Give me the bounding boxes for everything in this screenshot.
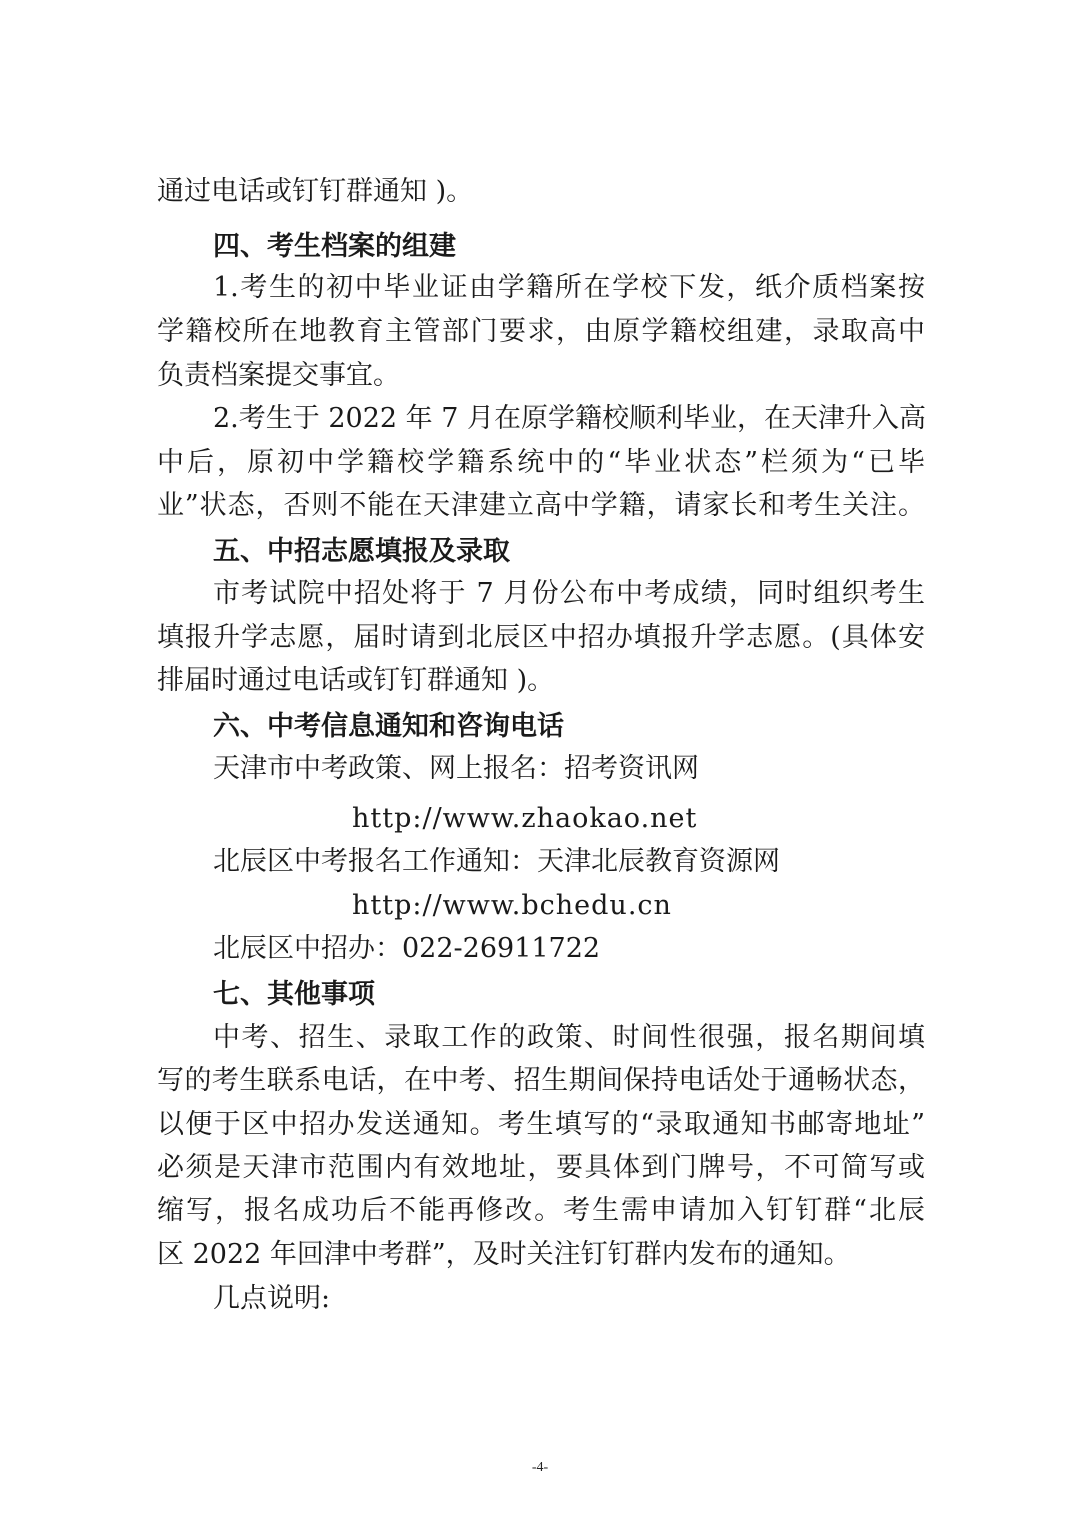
page-number: -4- xyxy=(531,1460,549,1475)
text-line: 缩写，报名成功后不能再修改。考生需申请加入钉钉群“北辰 xyxy=(157,1195,925,1226)
text-line: 1.考生的初中毕业证由学籍所在学校下发，纸介质档案按 xyxy=(213,272,925,303)
text-line: 写的考生联系电话，在中考、招生期间保持电话处于通畅状态， xyxy=(157,1065,925,1096)
section-heading-5: 五、中招志愿填报及录取 xyxy=(213,536,510,567)
text-line: 几点说明: xyxy=(213,1283,331,1314)
text-line: 中后，原初中学籍校学籍系统中的“毕业状态”栏须为“已毕 xyxy=(157,447,925,478)
text-line: 中考、招生、录取工作的政策、时间性很强，报名期间填 xyxy=(213,1022,925,1053)
section-heading-4: 四、考生档案的组建 xyxy=(213,231,456,262)
contact-phone: 北辰区中招办：022-26911722 xyxy=(213,933,601,964)
text-line: 以便于区中招办发送通知。考生填写的“录取通知书邮寄地址” xyxy=(157,1109,925,1140)
text-line: 2.考生于 2022 年 7 月在原学籍校顺利毕业，在天津升入高 xyxy=(213,403,926,434)
text-line: 排届时通过电话或钉钉群通知 )。 xyxy=(157,665,555,696)
text-line: 学籍校所在地教育主管部门要求，由原学籍校组建，录取高中 xyxy=(157,316,925,347)
text-line: 填报升学志愿，届时请到北辰区中招办填报升学志愿。(具体安 xyxy=(157,622,925,653)
text-line: 天津市中考政策、网上报名：招考资讯网 xyxy=(213,753,699,784)
section-heading-7: 七、其他事项 xyxy=(213,979,375,1010)
text-line: 北辰区中考报名工作通知：天津北辰教育资源网 xyxy=(213,846,780,877)
text-line: 业”状态，否则不能在天津建立高中学籍，请家长和考生关注。 xyxy=(157,490,925,521)
section-heading-6: 六、中考信息通知和咨询电话 xyxy=(213,711,564,742)
bchedu-link[interactable]: http://www.bchedu.cn xyxy=(352,890,672,921)
zhaokao-link[interactable]: http://www.zhaokao.net xyxy=(352,803,698,834)
text-line: 区 2022 年回津中考群”，及时关注钉钉群内发布的通知。 xyxy=(157,1239,851,1270)
text-line: 通过电话或钉钉群通知 )。 xyxy=(157,176,474,207)
text-line: 市考试院中招处将于 7 月份公布中考成绩，同时组织考生 xyxy=(213,578,925,609)
text-line: 必须是天津市范围内有效地址，要具体到门牌号，不可简写或 xyxy=(157,1152,925,1183)
text-line: 负责档案提交事宜。 xyxy=(157,360,400,391)
